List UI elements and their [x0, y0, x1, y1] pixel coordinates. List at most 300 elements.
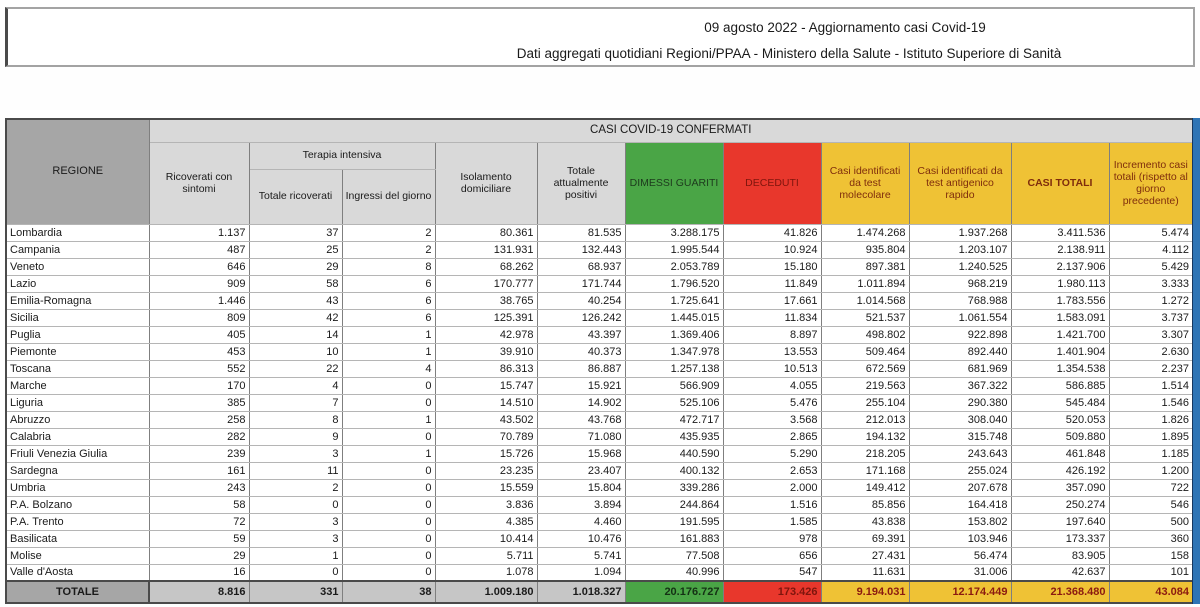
cell-value: 4 [342, 360, 435, 377]
cell-value: 5.474 [1109, 224, 1193, 241]
cell-value: 29 [149, 547, 249, 564]
cell-value: 552 [149, 360, 249, 377]
cell-value: 0 [249, 564, 342, 581]
cell-value: 3 [249, 445, 342, 462]
total-label: TOTALE [6, 581, 149, 603]
cell-value: 586.885 [1011, 377, 1109, 394]
covid-data-table [5, 118, 1194, 604]
table-row [6, 479, 1193, 496]
cell-value: 367.322 [909, 377, 1011, 394]
cell-value: 1.446 [149, 292, 249, 309]
cell-value: 68.937 [537, 258, 625, 275]
cell-value: 243.643 [909, 445, 1011, 462]
cell-value: 10.476 [537, 530, 625, 547]
cell-value: 0 [342, 513, 435, 530]
cell-value: 85.856 [821, 496, 909, 513]
column-header-ricoverati: Ricoverati con sintomi [149, 142, 249, 224]
table-row [6, 292, 1193, 309]
cell-value: 23.407 [537, 462, 625, 479]
cell-value: 4 [249, 377, 342, 394]
cell-value: 0 [342, 496, 435, 513]
cell-value: 243 [149, 479, 249, 496]
cell-value: 809 [149, 309, 249, 326]
cell-value: 40.996 [625, 564, 723, 581]
cell-value: 218.205 [821, 445, 909, 462]
table-row [6, 360, 1193, 377]
cell-value: 8.816 [149, 581, 249, 603]
cell-value: 194.132 [821, 428, 909, 445]
cell-value: 10.414 [435, 530, 537, 547]
cell-region: P.A. Trento [6, 513, 149, 530]
cell-value: 258 [149, 411, 249, 428]
cell-value: 331 [249, 581, 342, 603]
cell-value: 646 [149, 258, 249, 275]
cell-value: 4.460 [537, 513, 625, 530]
cell-value: 15.804 [537, 479, 625, 496]
cell-value: 23.235 [435, 462, 537, 479]
cell-value: 42.978 [435, 326, 537, 343]
table-title: CASI COVID-19 CONFERMATI [149, 119, 1193, 142]
cell-value: 1.200 [1109, 462, 1193, 479]
cell-value: 43 [249, 292, 342, 309]
column-header-attualmente-positivi: Totale attualmente positivi [537, 142, 625, 224]
cell-value: 40.254 [537, 292, 625, 309]
cell-value: 81.535 [537, 224, 625, 241]
cell-value: 39.910 [435, 343, 537, 360]
cell-value: 3.737 [1109, 309, 1193, 326]
cell-value: 68.262 [435, 258, 537, 275]
column-group-terapia-intensiva: Terapia intensiva [249, 142, 435, 169]
cell-value: 22 [249, 360, 342, 377]
cell-value: 58 [149, 496, 249, 513]
bulletin-title: 09 agosto 2022 - Aggiornamento casi Covid-19 [704, 20, 986, 35]
cell-value: 2.000 [723, 479, 821, 496]
cell-value: 426.192 [1011, 462, 1109, 479]
table-row [6, 326, 1193, 343]
cell-value: 2 [342, 241, 435, 258]
cell-value: 435.935 [625, 428, 723, 445]
cell-region: Sardegna [6, 462, 149, 479]
cell-value: 15.968 [537, 445, 625, 462]
cell-value: 244.864 [625, 496, 723, 513]
cell-value: 1.474.268 [821, 224, 909, 241]
column-header-incremento: Incremento casi totali (rispetto al giorno precedente) [1109, 142, 1193, 224]
cell-value: 1 [342, 445, 435, 462]
cell-value: 0 [342, 377, 435, 394]
cell-value: 0 [249, 496, 342, 513]
cell-value: 897.381 [821, 258, 909, 275]
cell-value: 2.137.906 [1011, 258, 1109, 275]
cell-value: 1 [249, 547, 342, 564]
cell-value: 173.426 [723, 581, 821, 603]
cell-value: 15.921 [537, 377, 625, 394]
cell-value: 1.014.568 [821, 292, 909, 309]
cell-value: 11.849 [723, 275, 821, 292]
cell-value: 5.476 [723, 394, 821, 411]
cell-value: 315.748 [909, 428, 1011, 445]
cell-region: Sicilia [6, 309, 149, 326]
column-header-test-antigenico: Casi identificati da test antigenico rapido [909, 142, 1011, 224]
column-header-casi-totali: CASI TOTALI [1011, 142, 1109, 224]
cell-value: 2.865 [723, 428, 821, 445]
cell-value: 10.513 [723, 360, 821, 377]
cell-value: 72 [149, 513, 249, 530]
cell-value: 498.802 [821, 326, 909, 343]
table-row [6, 224, 1193, 241]
cell-value: 8 [249, 411, 342, 428]
cell-value: 521.537 [821, 309, 909, 326]
cell-value: 0 [342, 564, 435, 581]
cell-value: 4.385 [435, 513, 537, 530]
cell-value: 86.313 [435, 360, 537, 377]
cell-value: 41.826 [723, 224, 821, 241]
cell-value: 43.768 [537, 411, 625, 428]
cell-value: 1.240.525 [909, 258, 1011, 275]
cell-region: Molise [6, 547, 149, 564]
cell-value: 1.094 [537, 564, 625, 581]
cell-value: 290.380 [909, 394, 1011, 411]
table-row [6, 445, 1193, 462]
cell-value: 10 [249, 343, 342, 360]
cell-value: 1.347.978 [625, 343, 723, 360]
cell-value: 722 [1109, 479, 1193, 496]
table-row [6, 428, 1193, 445]
cell-value: 1.185 [1109, 445, 1193, 462]
cell-value: 7 [249, 394, 342, 411]
cell-value: 1.137 [149, 224, 249, 241]
cell-value: 2.138.911 [1011, 241, 1109, 258]
cell-value: 1.018.327 [537, 581, 625, 603]
table-row [6, 530, 1193, 547]
cell-value: 21.368.480 [1011, 581, 1109, 603]
cell-value: 3.288.175 [625, 224, 723, 241]
cell-value: 15.726 [435, 445, 537, 462]
cell-region: Emilia-Romagna [6, 292, 149, 309]
cell-value: 1.354.538 [1011, 360, 1109, 377]
cell-region: P.A. Bolzano [6, 496, 149, 513]
cell-value: 20.176.727 [625, 581, 723, 603]
cell-value: 191.595 [625, 513, 723, 530]
cell-value: 385 [149, 394, 249, 411]
cell-value: 5.711 [435, 547, 537, 564]
cell-value: 0 [342, 428, 435, 445]
cell-value: 3.568 [723, 411, 821, 428]
cell-value: 547 [723, 564, 821, 581]
cell-value: 1.203.107 [909, 241, 1011, 258]
cell-value: 170.777 [435, 275, 537, 292]
table-row [6, 411, 1193, 428]
cell-region: Basilicata [6, 530, 149, 547]
cell-value: 1.516 [723, 496, 821, 513]
cell-value: 255.024 [909, 462, 1011, 479]
cell-value: 6 [342, 292, 435, 309]
cell-value: 3.411.536 [1011, 224, 1109, 241]
cell-value: 3.894 [537, 496, 625, 513]
cell-value: 77.508 [625, 547, 723, 564]
cell-value: 681.969 [909, 360, 1011, 377]
cell-value: 1.995.544 [625, 241, 723, 258]
cell-value: 86.887 [537, 360, 625, 377]
cell-value: 2.053.789 [625, 258, 723, 275]
cell-value: 13.553 [723, 343, 821, 360]
column-header-totale-ricoverati: Totale ricoverati [249, 169, 342, 224]
cell-value: 1.546 [1109, 394, 1193, 411]
cell-value: 4.112 [1109, 241, 1193, 258]
cell-value: 239 [149, 445, 249, 462]
cell-value: 42.637 [1011, 564, 1109, 581]
cell-value: 16 [149, 564, 249, 581]
cell-value: 15.747 [435, 377, 537, 394]
cell-value: 38 [342, 581, 435, 603]
cell-value: 207.678 [909, 479, 1011, 496]
bulletin-subtitle: Dati aggregati quotidiani Regioni/PPAA - Ministero della Salute - Istituto Superiore di Sanità [516, 46, 1062, 61]
cell-value: 1.826 [1109, 411, 1193, 428]
cell-value: 339.286 [625, 479, 723, 496]
cell-value: 9 [249, 428, 342, 445]
cell-value: 566.909 [625, 377, 723, 394]
column-header-isolamento: Isolamento domiciliare [435, 142, 537, 224]
cell-value: 5.429 [1109, 258, 1193, 275]
cell-value: 400.132 [625, 462, 723, 479]
cell-value: 212.013 [821, 411, 909, 428]
cell-value: 3 [249, 513, 342, 530]
table-row [6, 309, 1193, 326]
cell-value: 71.080 [537, 428, 625, 445]
cell-value: 0 [342, 462, 435, 479]
table-row [6, 394, 1193, 411]
cell-value: 1.078 [435, 564, 537, 581]
cell-value: 37 [249, 224, 342, 241]
cell-value: 11.631 [821, 564, 909, 581]
cell-region: Valle d'Aosta [6, 564, 149, 581]
cell-value: 3.333 [1109, 275, 1193, 292]
cell-value: 9.194.031 [821, 581, 909, 603]
column-header-deceduti: DECEDUTI [723, 142, 821, 224]
cell-region: Lombardia [6, 224, 149, 241]
cell-value: 171.744 [537, 275, 625, 292]
cell-value: 2.237 [1109, 360, 1193, 377]
table-row [6, 258, 1193, 275]
cell-value: 10.924 [723, 241, 821, 258]
cell-value: 892.440 [909, 343, 1011, 360]
cell-value: 1.783.556 [1011, 292, 1109, 309]
cell-value: 282 [149, 428, 249, 445]
cell-value: 101 [1109, 564, 1193, 581]
cell-value: 17.661 [723, 292, 821, 309]
cell-value: 1.583.091 [1011, 309, 1109, 326]
cell-value: 0 [342, 394, 435, 411]
table-row [6, 343, 1193, 360]
cell-value: 70.789 [435, 428, 537, 445]
cell-value: 31.006 [909, 564, 1011, 581]
cell-region: Lazio [6, 275, 149, 292]
cell-value: 1.272 [1109, 292, 1193, 309]
cell-value: 922.898 [909, 326, 1011, 343]
cell-region: Abruzzo [6, 411, 149, 428]
table-row [6, 564, 1193, 581]
cell-value: 1.937.268 [909, 224, 1011, 241]
cell-value: 161.883 [625, 530, 723, 547]
table-row [6, 275, 1193, 292]
cell-value: 546 [1109, 496, 1193, 513]
cell-value: 8.897 [723, 326, 821, 343]
cell-value: 59 [149, 530, 249, 547]
bulletin-title-box [5, 7, 1195, 67]
column-header-regione: REGIONE [6, 119, 149, 224]
cell-value: 15.180 [723, 258, 821, 275]
cell-value: 656 [723, 547, 821, 564]
cell-value: 5.290 [723, 445, 821, 462]
cell-value: 12.174.449 [909, 581, 1011, 603]
cell-value: 103.946 [909, 530, 1011, 547]
cell-value: 153.802 [909, 513, 1011, 530]
cell-value: 80.361 [435, 224, 537, 241]
cell-value: 38.765 [435, 292, 537, 309]
table-row [6, 377, 1193, 394]
cell-value: 3.307 [1109, 326, 1193, 343]
column-header-test-molecolare: Casi identificati da test molecolare [821, 142, 909, 224]
table-row [6, 513, 1193, 530]
cell-value: 1.011.894 [821, 275, 909, 292]
cell-value: 15.559 [435, 479, 537, 496]
table-row [6, 547, 1193, 564]
cell-value: 126.242 [537, 309, 625, 326]
cell-value: 472.717 [625, 411, 723, 428]
cell-value: 360 [1109, 530, 1193, 547]
table-row [6, 241, 1193, 258]
cell-value: 1 [342, 411, 435, 428]
cell-value: 14 [249, 326, 342, 343]
cell-value: 461.848 [1011, 445, 1109, 462]
cell-value: 25 [249, 241, 342, 258]
cell-value: 1.009.180 [435, 581, 537, 603]
cell-value: 1 [342, 343, 435, 360]
cell-value: 58 [249, 275, 342, 292]
cell-value: 3 [249, 530, 342, 547]
cell-value: 161 [149, 462, 249, 479]
cell-value: 487 [149, 241, 249, 258]
cell-value: 250.274 [1011, 496, 1109, 513]
cell-value: 56.474 [909, 547, 1011, 564]
cell-value: 525.106 [625, 394, 723, 411]
cell-value: 1.895 [1109, 428, 1193, 445]
cell-value: 2.653 [723, 462, 821, 479]
cell-value: 308.040 [909, 411, 1011, 428]
cell-value: 158 [1109, 547, 1193, 564]
cell-value: 1.796.520 [625, 275, 723, 292]
cell-value: 43.502 [435, 411, 537, 428]
cell-value: 43.397 [537, 326, 625, 343]
cell-value: 255.104 [821, 394, 909, 411]
cell-value: 173.337 [1011, 530, 1109, 547]
cell-value: 27.431 [821, 547, 909, 564]
cell-value: 197.640 [1011, 513, 1109, 530]
cell-value: 219.563 [821, 377, 909, 394]
cell-value: 164.418 [909, 496, 1011, 513]
cell-value: 2.630 [1109, 343, 1193, 360]
cell-value: 1.257.138 [625, 360, 723, 377]
cell-value: 8 [342, 258, 435, 275]
cell-value: 1.585 [723, 513, 821, 530]
cell-value: 2 [342, 224, 435, 241]
cell-value: 14.902 [537, 394, 625, 411]
cell-region: Umbria [6, 479, 149, 496]
cell-region: Liguria [6, 394, 149, 411]
cell-region: Campania [6, 241, 149, 258]
cell-value: 132.443 [537, 241, 625, 258]
column-header-dimessi-guariti: DIMESSI GUARITI [625, 142, 723, 224]
cell-value: 5.741 [537, 547, 625, 564]
cell-value: 170 [149, 377, 249, 394]
cell-region: Marche [6, 377, 149, 394]
total-row [6, 581, 1193, 603]
cell-value: 83.905 [1011, 547, 1109, 564]
cell-value: 4.055 [723, 377, 821, 394]
cell-value: 2 [249, 479, 342, 496]
cell-value: 672.569 [821, 360, 909, 377]
cell-value: 40.373 [537, 343, 625, 360]
cell-value: 69.391 [821, 530, 909, 547]
table-row [6, 462, 1193, 479]
cell-value: 11 [249, 462, 342, 479]
cell-value: 1.369.406 [625, 326, 723, 343]
cell-region: Calabria [6, 428, 149, 445]
truncated-blue-column [1192, 118, 1200, 604]
cell-value: 440.590 [625, 445, 723, 462]
cell-region: Veneto [6, 258, 149, 275]
cell-value: 131.931 [435, 241, 537, 258]
cell-value: 453 [149, 343, 249, 360]
cell-value: 1.421.700 [1011, 326, 1109, 343]
cell-region: Friuli Venezia Giulia [6, 445, 149, 462]
cell-value: 1 [342, 326, 435, 343]
cell-region: Piemonte [6, 343, 149, 360]
cell-value: 968.219 [909, 275, 1011, 292]
cell-value: 1.725.641 [625, 292, 723, 309]
cell-value: 545.484 [1011, 394, 1109, 411]
cell-value: 29 [249, 258, 342, 275]
cell-value: 6 [342, 309, 435, 326]
cell-value: 3.836 [435, 496, 537, 513]
cell-value: 1.061.554 [909, 309, 1011, 326]
cell-value: 0 [342, 479, 435, 496]
cell-value: 509.880 [1011, 428, 1109, 445]
cell-value: 1.514 [1109, 377, 1193, 394]
cell-value: 11.834 [723, 309, 821, 326]
cell-value: 1.445.015 [625, 309, 723, 326]
cell-value: 509.464 [821, 343, 909, 360]
cell-value: 171.168 [821, 462, 909, 479]
cell-value: 43.838 [821, 513, 909, 530]
cell-value: 1.980.113 [1011, 275, 1109, 292]
cell-value: 42 [249, 309, 342, 326]
cell-value: 500 [1109, 513, 1193, 530]
cell-value: 43.084 [1109, 581, 1193, 603]
cell-value: 978 [723, 530, 821, 547]
cell-value: 909 [149, 275, 249, 292]
cell-value: 1.401.904 [1011, 343, 1109, 360]
cell-value: 125.391 [435, 309, 537, 326]
cell-value: 6 [342, 275, 435, 292]
cell-value: 935.804 [821, 241, 909, 258]
cell-region: Toscana [6, 360, 149, 377]
cell-value: 357.090 [1011, 479, 1109, 496]
cell-region: Puglia [6, 326, 149, 343]
cell-value: 0 [342, 547, 435, 564]
cell-value: 405 [149, 326, 249, 343]
cell-value: 768.988 [909, 292, 1011, 309]
cell-value: 149.412 [821, 479, 909, 496]
